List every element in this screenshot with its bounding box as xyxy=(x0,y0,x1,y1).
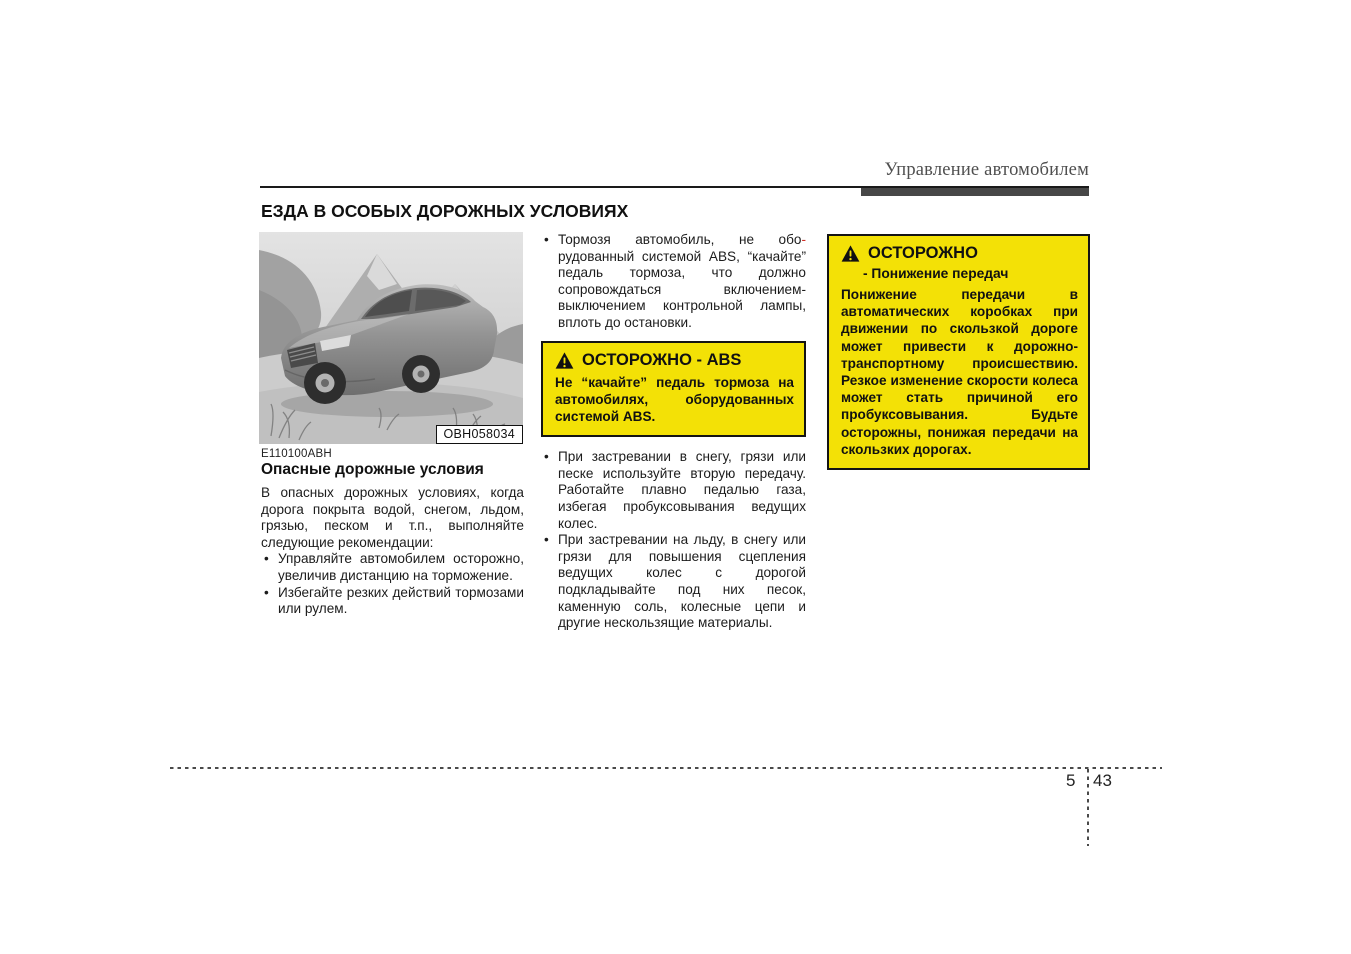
warning-title-row xyxy=(841,244,1078,263)
warning-box-downshifting xyxy=(827,234,1090,470)
footer-dashed-divider xyxy=(1087,769,1089,846)
middle-column xyxy=(541,232,806,632)
page-number-chapter: 5 xyxy=(1066,771,1076,790)
car-illustration xyxy=(259,232,523,444)
footer-dashed-line xyxy=(170,767,1162,769)
warning-subtitle: - Понижение передач xyxy=(863,266,1009,281)
list-item xyxy=(541,232,806,332)
right-column xyxy=(827,234,1090,470)
warning-title-row xyxy=(555,351,794,370)
figure-caption: E110100ABH xyxy=(261,448,332,460)
list-item: • При застревании в снегу, грязи или песке используйте вторую передачу. Работайте плавно педалью газа, избегая пробуксовывания ведущих колес. xyxy=(541,449,806,532)
left-bullet-list xyxy=(261,551,524,617)
page-number-page: 43 xyxy=(1093,771,1112,790)
page-title: ЕЗДА В ОСОБЫХ ДОРОЖНЫХ УСЛОВИЯХ xyxy=(261,201,629,221)
mid-bullet-list-top xyxy=(541,232,806,332)
header-accent-bar xyxy=(861,188,1089,196)
bullet-text-part1: Тормозя автомобиль, не обо xyxy=(558,232,802,247)
warning-body: Не “качайте” педаль тормоза на автомобилях, оборудованных системой ABS. xyxy=(555,374,794,424)
warning-title: ОСТОРОЖНО xyxy=(868,244,978,262)
warning-box-abs xyxy=(541,341,806,438)
bullet-text-part2: рудованный системой ABS, “качайте” педаль тормоза, что должно сопровождаться включением-выключением контрольной лампы, вплоть до остановки. xyxy=(558,248,806,330)
list-item: • Избегайте резких действий тормозами или рулем. xyxy=(261,585,524,618)
list-item: • При застревании на льду, в снегу или грязи для повышения сцепления ведущих колес с дорогой подкладывайте под них песок, каменную соль, колесные цепи и другие нескользящие материалы. xyxy=(541,532,806,632)
list-item: • Управляйте автомобилем осторожно, увеличив дистанцию на торможение. xyxy=(261,551,524,584)
left-column xyxy=(261,461,524,618)
car-illustration-art xyxy=(259,232,523,444)
warning-triangle-icon xyxy=(841,245,860,262)
mid-bullet-list-bottom xyxy=(541,449,806,632)
section-subheading: Опасные дорожные условия xyxy=(261,461,484,478)
warning-title: ОСТОРОЖНО - ABS xyxy=(582,350,742,369)
warning-triangle-icon xyxy=(555,352,574,369)
red-hyphen: - xyxy=(801,232,806,247)
chapter-header: Управление автомобилем xyxy=(884,160,1089,180)
figure-code-label: OBH058034 xyxy=(436,425,524,444)
warning-body: Понижение передачи в автоматических коробках при движении по скользкой дороге может привести к дорожно-транспортному происшествию. Резкое изменение скорости колеса может стать причиной его пробуксовывания. Будьте осторожны, понижая передачи на скользких дорогах. xyxy=(841,287,1078,457)
intro-paragraph: В опасных дорожных условиях, когда дорога покрыта водой, снегом, льдом, грязью, песком и т.п., выполняйте следующие рекомендации: xyxy=(261,485,524,550)
